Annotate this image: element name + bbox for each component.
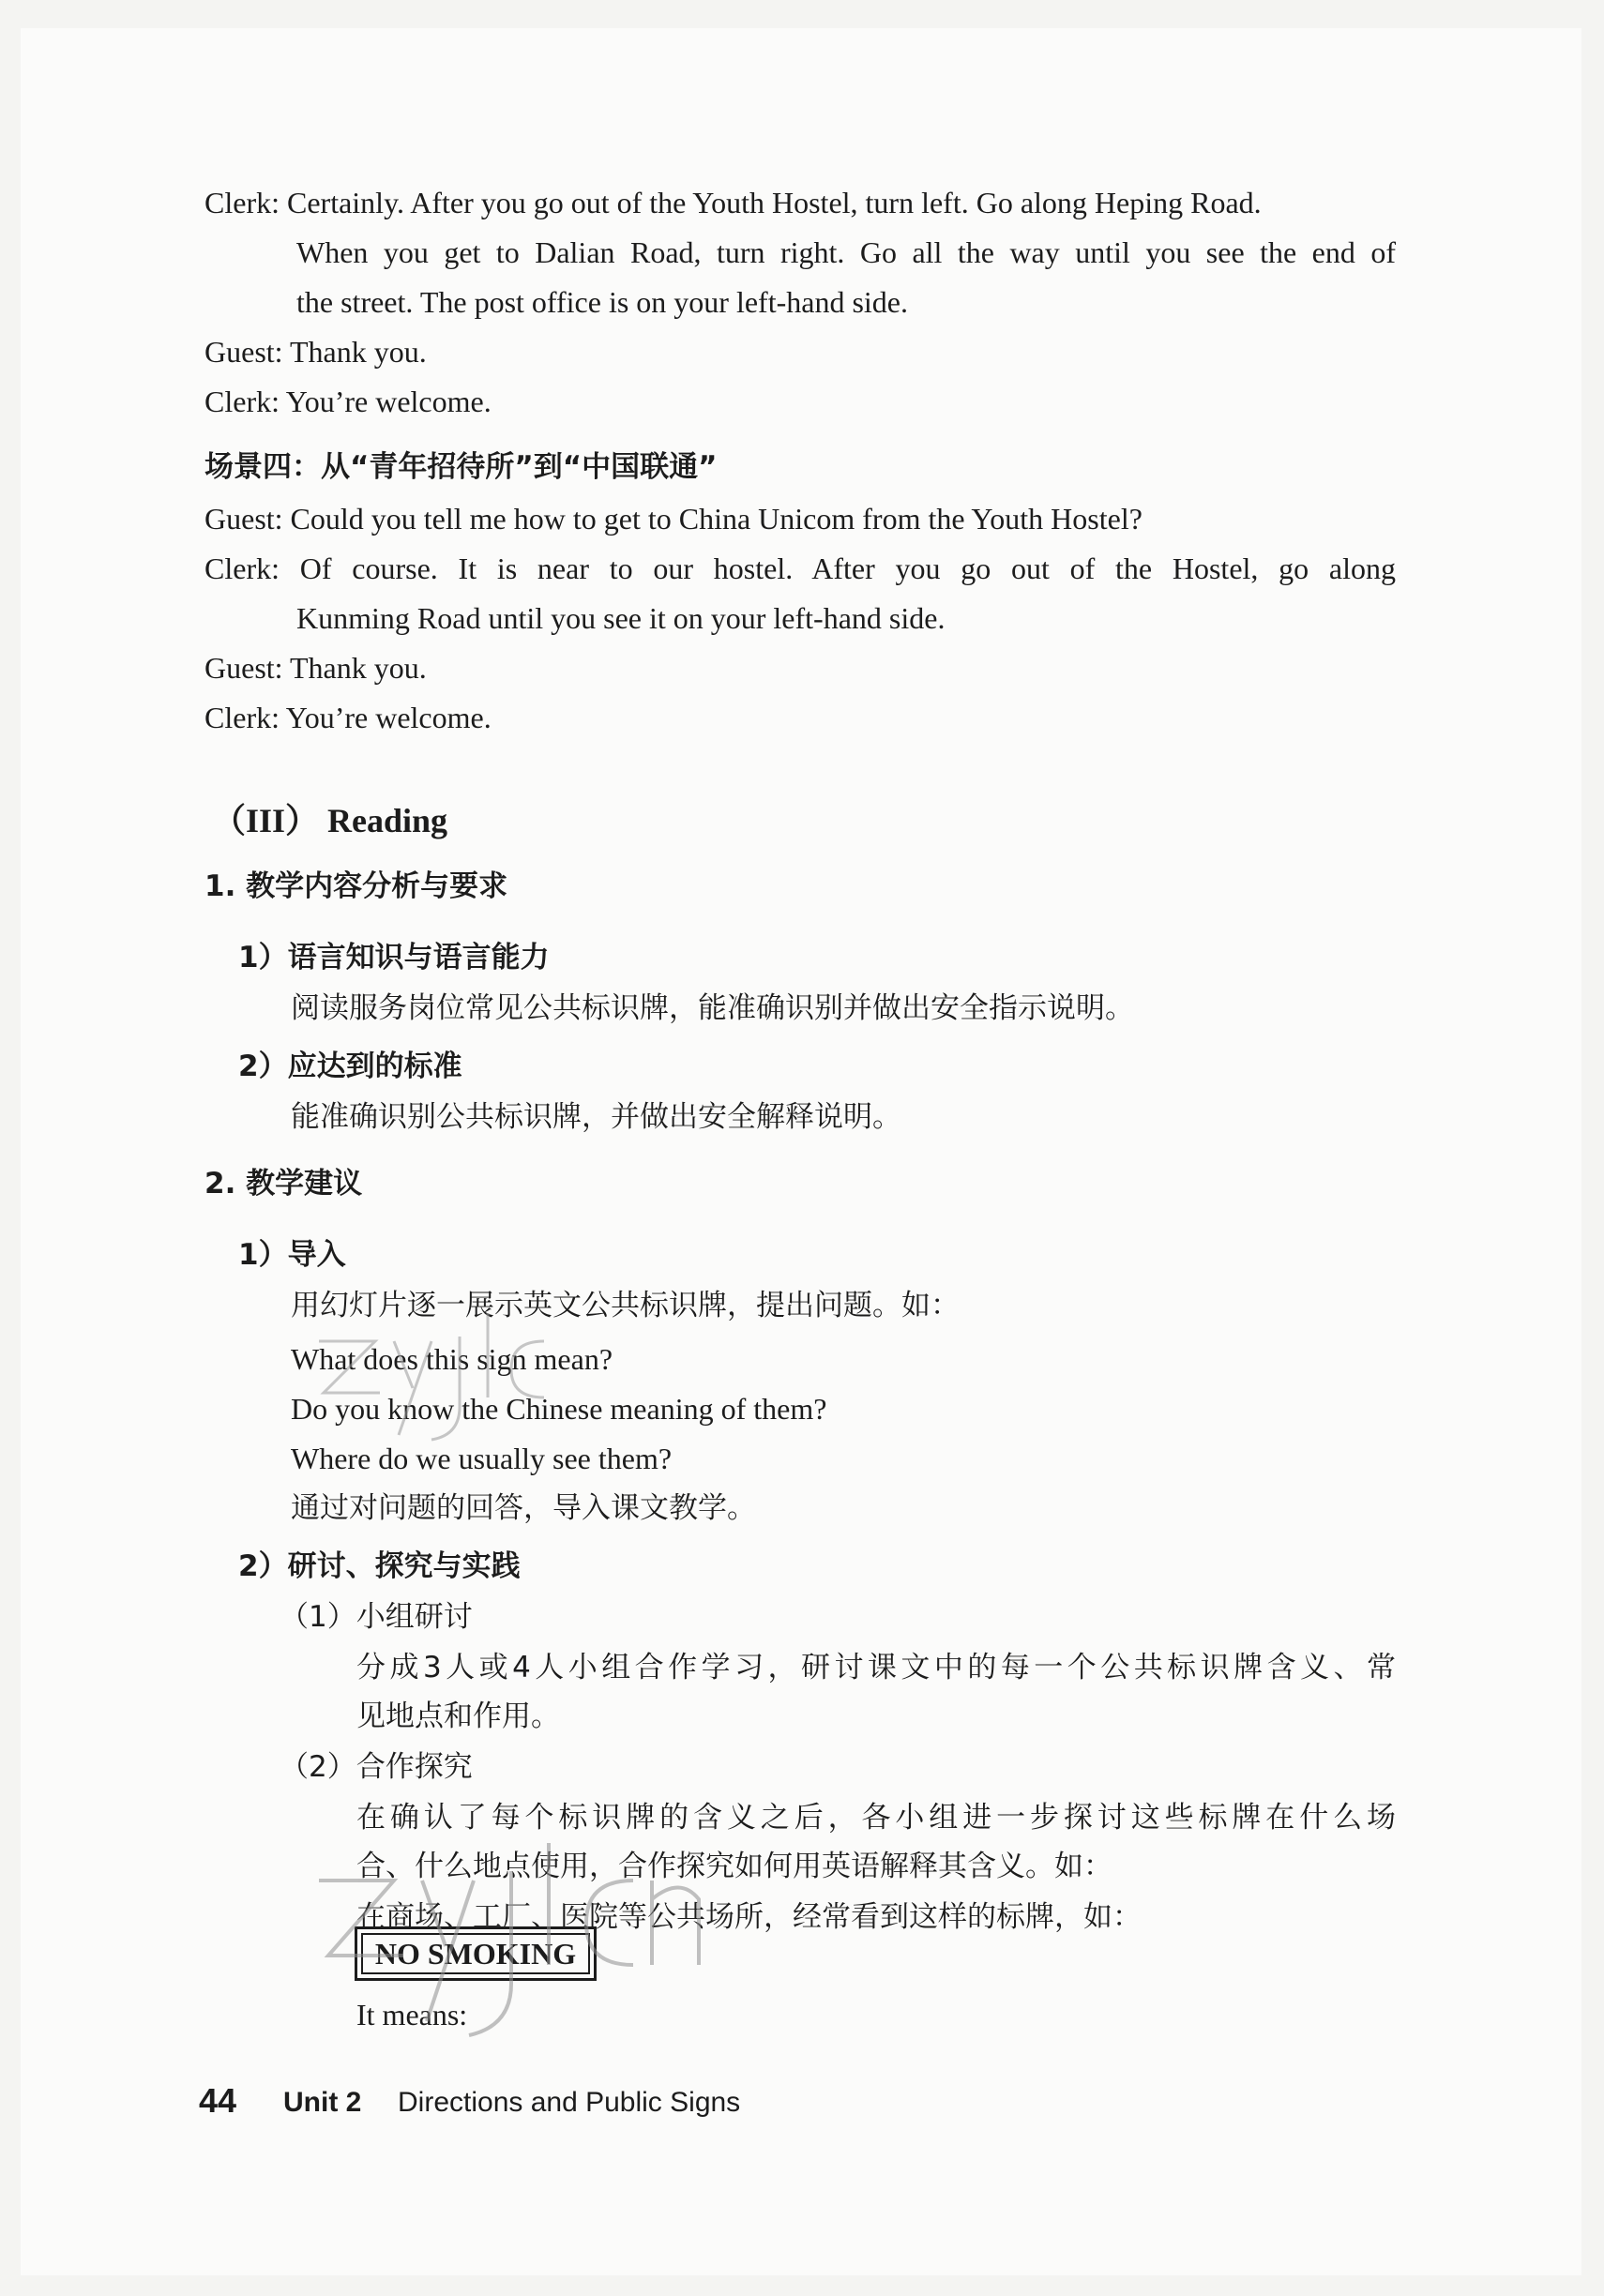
speaker-label: Guest: <box>204 502 283 536</box>
speaker-label: Clerk: <box>204 551 280 585</box>
speaker-label: Guest: <box>204 651 283 685</box>
dialog-text: You’re welcome. <box>285 385 492 418</box>
section-title: Reading <box>327 802 448 839</box>
speaker-label: Clerk: <box>204 701 280 734</box>
dialog-text: Thank you. <box>289 335 427 369</box>
body-text: 在确认了每个标识牌的含义之后，各小组进一步探讨这些标牌在什么场 <box>356 1801 1396 1835</box>
question-text: Where do we usually see them? <box>291 1442 673 1475</box>
item-heading: （1）小组研讨 <box>280 1600 473 1634</box>
no-smoking-sign <box>355 1926 597 1981</box>
subheading: 1）语言知识与语言能力 <box>238 941 550 974</box>
part-heading: 1. 教学内容分析与要求 <box>204 869 508 903</box>
dialog-text: Thank you. <box>289 651 427 685</box>
dialog-text: Kunming Road until you see it on your left-hand side. <box>296 601 946 635</box>
dialog-text: Of course. It is near to our hostel. After you go out of the Hostel, go along <box>299 551 1397 585</box>
dialog-line <box>204 383 492 420</box>
dialog-line <box>204 649 427 687</box>
sign-text: NO SMOKING <box>361 1933 590 1974</box>
dialog-line <box>204 500 1142 537</box>
subheading: 2）应达到的标准 <box>238 1050 462 1083</box>
part-heading: 2. 教学建议 <box>204 1167 363 1201</box>
body-text: 用幻灯片逐一展示英文公共标识牌，提出问题。如： <box>291 1289 960 1322</box>
body-text: It means: <box>356 1998 468 2032</box>
subheading: 2）研讨、探究与实践 <box>238 1549 521 1583</box>
section-heading <box>212 799 447 842</box>
dialog-text: When you get to Dalian Road, turn right. Go all the way until you see the end of <box>296 235 1396 269</box>
subheading: 1）导入 <box>238 1238 346 1272</box>
speaker-label: Clerk: <box>204 186 280 219</box>
body-text: 合、什么地点使用，合作探究如何用英语解释其含义。如： <box>356 1850 1112 1883</box>
scene-heading: 场景四：从“青年招待所”到“中国联通” <box>204 450 718 484</box>
body-text: 见地点和作用。 <box>356 1699 560 1733</box>
dialog-line <box>204 333 427 370</box>
dialog-line <box>204 699 492 736</box>
dialog-line <box>204 184 1396 221</box>
dialog-text: the street. The post office is on your left-hand side. <box>296 285 908 319</box>
speaker-label: Clerk: <box>204 385 280 418</box>
body-text: 在商场、工厂、医院等公共场所，经常看到这样的标牌，如： <box>356 1900 1142 1934</box>
dialog-line <box>204 550 1396 587</box>
speaker-label: Guest: <box>204 335 283 369</box>
footer-unit: Unit 2 <box>283 2087 362 2118</box>
footer-title: Directions and Public Signs <box>398 2087 741 2118</box>
dialog-text: You’re welcome. <box>285 701 492 734</box>
body-text: 能准确识别公共标识牌，并做出安全解释说明。 <box>291 1100 901 1134</box>
section-number: （III） <box>212 802 320 839</box>
dialog-text: Certainly. After you go out of the Youth Hostel, turn left. Go along Heping Road. <box>286 186 1262 219</box>
item-heading: （2）合作探究 <box>280 1750 473 1784</box>
dialog-text: Could you tell me how to get to China Unicom from the Youth Hostel? <box>290 502 1142 536</box>
question-text: What does this sign mean? <box>291 1342 613 1376</box>
question-text: Do you know the Chinese meaning of them? <box>291 1392 827 1426</box>
page-number: 44 <box>199 2081 237 2120</box>
body-text: 分成3人或4人小组合作学习，研讨课文中的每一个公共标识牌含义、常 <box>356 1651 1396 1684</box>
body-text: 通过对问题的回答，导入课文教学。 <box>291 1491 756 1525</box>
body-text: 阅读服务岗位常见公共标识牌，能准确识别并做出安全指示说明。 <box>291 991 1134 1025</box>
